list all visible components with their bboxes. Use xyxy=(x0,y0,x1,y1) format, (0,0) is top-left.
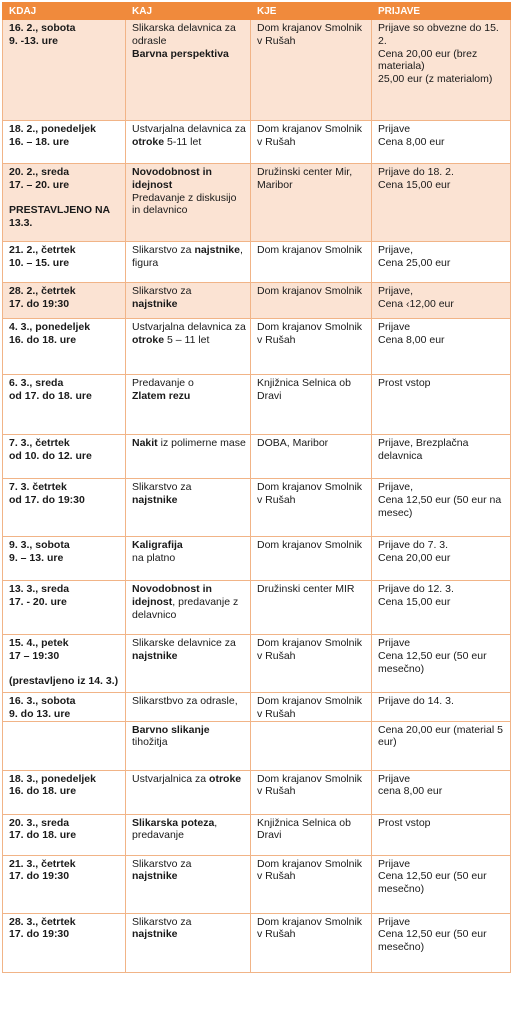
cell-kje xyxy=(251,635,372,693)
cell-kaj xyxy=(126,375,251,435)
cell-line: 16. 2., sobota xyxy=(9,22,76,34)
cell-text: najstnike xyxy=(132,870,178,883)
cell-line: v Rušah xyxy=(257,649,296,662)
cell-line: 7. 3. četrtek xyxy=(9,481,67,493)
table-row xyxy=(3,770,511,814)
cell-line: Prijave xyxy=(378,637,411,649)
cell-text: najstnike xyxy=(132,649,178,662)
table-row xyxy=(3,479,511,537)
cell-line: Prijave, xyxy=(378,285,414,297)
cell-prijave xyxy=(372,283,511,319)
cell-line: Dom krajanov Smolnik xyxy=(257,123,363,135)
cell-kje xyxy=(251,242,372,283)
cell-text: Slikarske delavnice za xyxy=(132,637,236,649)
cell-line: Prijave do 18. 2. xyxy=(378,166,454,178)
cell-line: Cena 8,00 eur xyxy=(378,333,445,346)
cell-line: 18. 3., ponedeljek xyxy=(9,772,96,785)
cell-line: Prijave, Brezplačna delavnica xyxy=(378,437,469,462)
cell-text: Nakit xyxy=(132,437,158,449)
cell-prijave xyxy=(372,537,511,581)
cell-kaj xyxy=(126,121,251,164)
table-row xyxy=(3,814,511,855)
cell-line: 10. – 15. ure xyxy=(9,256,70,269)
cell-text: Zlatem rezu xyxy=(132,389,191,402)
cell-line: v Rušah xyxy=(257,333,296,346)
cell-kdaj xyxy=(3,283,126,319)
cell-kdaj xyxy=(3,721,126,770)
cell-text: na platno xyxy=(132,551,176,564)
cell-line: Prijave xyxy=(378,321,411,333)
cell-line: Dom krajanov Smolnik xyxy=(257,244,363,256)
cell-line: 20. 3., sreda xyxy=(9,816,70,829)
cell-line: 9. 3., sobota xyxy=(9,539,70,551)
cell-kdaj xyxy=(3,537,126,581)
cell-line: Dom krajanov Smolnik xyxy=(257,285,363,297)
header-row xyxy=(3,3,511,20)
cell-kaj xyxy=(126,814,251,855)
cell-line: PRESTAVLJENO NA 13.3. xyxy=(9,204,110,230)
cell-line: v Rušah xyxy=(257,785,296,798)
cell-prijave xyxy=(372,375,511,435)
cell-line: 7. 3., četrtek xyxy=(9,437,70,449)
cell-line: Dom krajanov Smolnik xyxy=(257,695,363,707)
cell-line: Prijave xyxy=(378,123,411,135)
cell-kaj xyxy=(126,479,251,537)
table-row xyxy=(3,242,511,283)
cell-kje xyxy=(251,537,372,581)
cell-line: Dom krajanov Smolnik xyxy=(257,637,363,649)
cell-line: 9. do 13. ure xyxy=(9,707,71,720)
cell-line: v Rušah xyxy=(257,870,296,883)
cell-line: 25,00 eur (z materialom) xyxy=(378,73,493,86)
table-row xyxy=(3,375,511,435)
header-kje: KJE xyxy=(251,3,372,20)
cell-line: Prijave do 7. 3. xyxy=(378,539,449,551)
cell-prijave xyxy=(372,242,511,283)
cell-text: otroke xyxy=(132,333,165,346)
cell-kaj xyxy=(126,319,251,375)
cell-line: v Rušah xyxy=(257,928,296,941)
cell-line: v Rušah xyxy=(257,707,296,720)
cell-text: 5 – 11 let xyxy=(164,333,210,346)
cell-line: 28. 3., četrtek xyxy=(9,915,76,928)
cell-line xyxy=(9,192,121,205)
cell-prijave xyxy=(372,164,511,242)
schedule-body xyxy=(3,20,511,973)
cell-line: 16. do 18. ure xyxy=(9,333,77,346)
cell-prijave xyxy=(372,121,511,164)
cell-line: 17. do 19:30 xyxy=(9,928,70,941)
cell-line: v Rušah xyxy=(257,135,296,148)
cell-line: cena 8,00 eur xyxy=(378,785,443,798)
cell-kje xyxy=(251,479,372,537)
cell-line: Dom krajanov Smolnik xyxy=(257,539,363,551)
cell-prijave xyxy=(372,721,511,770)
cell-kdaj xyxy=(3,479,126,537)
cell-text: Slikarstvo za xyxy=(132,857,192,870)
cell-prijave xyxy=(372,635,511,693)
schedule-table xyxy=(2,2,511,973)
cell-line: Cena 15,00 eur xyxy=(378,595,451,608)
cell-line: 15. 4., petek xyxy=(9,637,69,649)
cell-line: v Rušah xyxy=(257,493,296,506)
cell-kdaj xyxy=(3,20,126,121)
cell-kaj xyxy=(126,770,251,814)
cell-line: Prijave do 14. 3. xyxy=(378,695,454,707)
cell-line: Prijave xyxy=(378,772,411,785)
cell-line: Cena 15,00 eur xyxy=(378,178,451,191)
cell-line: 16. – 18. ure xyxy=(9,135,70,148)
cell-kje xyxy=(251,375,372,435)
cell-line: 21. 2., četrtek xyxy=(9,244,76,256)
cell-line: 17. do 19:30 xyxy=(9,297,70,310)
cell-text: Slikarska delavnica za odrasle xyxy=(132,22,236,47)
table-row xyxy=(3,435,511,479)
cell-prijave xyxy=(372,855,511,913)
cell-line: od 17. do 19:30 xyxy=(9,493,85,506)
cell-text: Predavanje z diskusijo in delavnico xyxy=(132,191,237,217)
cell-text: , predavanje xyxy=(132,816,218,842)
cell-text: 5-11 let xyxy=(164,135,202,148)
table-row xyxy=(3,635,511,693)
cell-prijave xyxy=(372,319,511,375)
table-row xyxy=(3,164,511,242)
cell-line: 17. - 20. ure xyxy=(9,595,67,608)
cell-kaj xyxy=(126,242,251,283)
header-kaj: KAJ xyxy=(126,3,251,20)
cell-line: 9. – 13. ure xyxy=(9,551,64,564)
cell-text: Novodobnost in idejnost xyxy=(132,583,212,608)
cell-text: Kaligrafija xyxy=(132,539,183,551)
cell-line: 17. do 18. ure xyxy=(9,829,77,842)
cell-kje xyxy=(251,581,372,635)
cell-line: Cena 12,50 eur (50 eur mesečno) xyxy=(378,649,487,675)
cell-line: Cena 25,00 eur xyxy=(378,256,451,269)
cell-kaj xyxy=(126,435,251,479)
table-row xyxy=(3,581,511,635)
cell-text: Ustvarjalna delavnica za xyxy=(132,123,246,135)
cell-text: iz polimerne mase xyxy=(157,437,246,449)
cell-line: Knjižnica Selnica ob Dravi xyxy=(257,377,351,402)
cell-kje xyxy=(251,770,372,814)
cell-line: Dom krajanov Smolnik xyxy=(257,857,363,870)
cell-kaj xyxy=(126,20,251,121)
cell-line: Knjižnica Selnica ob Dravi xyxy=(257,816,351,842)
cell-line: 17 – 19:30 xyxy=(9,649,60,662)
cell-text: Novodobnost in idejnost xyxy=(132,166,212,191)
cell-line: Prijave, xyxy=(378,481,414,493)
cell-kaj xyxy=(126,164,251,242)
cell-text: Barvno slikanje xyxy=(132,723,210,736)
cell-line: Prijave so obvezne do 15. 2. xyxy=(378,22,499,47)
cell-line: 16. 3., sobota xyxy=(9,695,76,707)
cell-line: 9. -13. ure xyxy=(9,34,59,47)
cell-line: Prost vstop xyxy=(378,816,431,829)
table-row xyxy=(3,20,511,121)
cell-kdaj xyxy=(3,164,126,242)
cell-text: Slikarska poteza xyxy=(132,816,215,829)
cell-line: 21. 3., četrtek xyxy=(9,857,76,870)
cell-kdaj xyxy=(3,635,126,693)
cell-prijave xyxy=(372,913,511,972)
cell-prijave xyxy=(372,770,511,814)
cell-line: Prijave, xyxy=(378,244,414,256)
cell-line: Cena 20,00 eur (material 5 eur) xyxy=(378,723,503,749)
cell-line: Dom krajanov Smolnik xyxy=(257,321,363,333)
cell-kaj xyxy=(126,693,251,722)
table-row xyxy=(3,693,511,722)
cell-line: Cena ‹12,00 eur xyxy=(378,297,454,310)
cell-line: Dom krajanov Smolnik xyxy=(257,22,363,34)
cell-text: najstnike xyxy=(132,928,178,941)
cell-kdaj xyxy=(3,121,126,164)
header-prijave: PRIJAVE xyxy=(372,3,511,20)
cell-line: Dom krajanov Smolnik xyxy=(257,915,363,928)
cell-line: Prijave xyxy=(378,857,411,870)
cell-kje xyxy=(251,693,372,722)
table-row xyxy=(3,721,511,770)
cell-kdaj xyxy=(3,693,126,722)
cell-line: Prijave xyxy=(378,915,411,928)
cell-line: od 10. do 12. ure xyxy=(9,449,92,462)
cell-kaj xyxy=(126,537,251,581)
cell-kdaj xyxy=(3,855,126,913)
cell-text: Barvna perspektiva xyxy=(132,47,229,60)
cell-kaj xyxy=(126,283,251,319)
cell-line: 13. 3., sreda xyxy=(9,583,70,595)
cell-text: Slikarstbvo za odrasle, xyxy=(132,695,238,707)
cell-line: 17. do 19:30 xyxy=(9,870,70,883)
cell-kje xyxy=(251,855,372,913)
cell-line: Cena 20,00 eur xyxy=(378,551,451,564)
table-row xyxy=(3,855,511,913)
cell-line: DOBA, Maribor xyxy=(257,437,329,449)
cell-text: najstnike xyxy=(194,244,240,256)
cell-kaj xyxy=(126,635,251,693)
cell-line xyxy=(9,663,121,676)
cell-prijave xyxy=(372,435,511,479)
cell-line: Cena 20,00 eur (brez materiala) xyxy=(378,47,478,73)
cell-text: Predavanje o xyxy=(132,377,194,389)
cell-kje xyxy=(251,121,372,164)
cell-line: 4. 3., ponedeljek xyxy=(9,321,91,333)
cell-text: otroke xyxy=(132,135,165,148)
cell-prijave xyxy=(372,814,511,855)
cell-text: , predavanje z delavnico xyxy=(132,595,239,621)
cell-kdaj xyxy=(3,435,126,479)
cell-line: 6. 3., sreda xyxy=(9,377,64,389)
cell-kaj xyxy=(126,721,251,770)
cell-line: 28. 2., četrtek xyxy=(9,285,76,297)
table-row xyxy=(3,319,511,375)
cell-kje xyxy=(251,283,372,319)
table-row xyxy=(3,537,511,581)
cell-kaj xyxy=(126,855,251,913)
cell-line: Dom krajanov Smolnik xyxy=(257,481,363,493)
cell-kdaj xyxy=(3,319,126,375)
cell-prijave xyxy=(372,693,511,722)
table-row xyxy=(3,283,511,319)
cell-line: 18. 2., ponedeljek xyxy=(9,123,96,135)
cell-line: 20. 2., sreda xyxy=(9,166,70,178)
cell-kje xyxy=(251,319,372,375)
cell-kje xyxy=(251,164,372,242)
cell-line: Cena 12,50 eur (50 eur mesečno) xyxy=(378,928,487,954)
cell-text: otroke xyxy=(209,772,242,785)
cell-kje xyxy=(251,814,372,855)
cell-text: Ustvarjalnica za xyxy=(132,772,210,785)
cell-line: 16. do 18. ure xyxy=(9,785,77,798)
cell-prijave xyxy=(372,20,511,121)
cell-kdaj xyxy=(3,581,126,635)
cell-text: Slikarstvo za xyxy=(132,481,192,493)
cell-kdaj xyxy=(3,770,126,814)
cell-line: Družinski center MIR xyxy=(257,583,355,595)
cell-kdaj xyxy=(3,242,126,283)
cell-line: Cena 8,00 eur xyxy=(378,135,445,148)
cell-line: Cena 12,50 eur (50 eur na mesec) xyxy=(378,493,502,519)
cell-text: najstnike xyxy=(132,297,178,310)
cell-line: Dom krajanov Smolnik xyxy=(257,772,363,785)
cell-kje xyxy=(251,913,372,972)
cell-line: Maribor xyxy=(257,178,293,191)
cell-kaj xyxy=(126,913,251,972)
cell-line: Prijave do 12. 3. xyxy=(378,583,454,595)
cell-text: Ustvarjalna delavnica za xyxy=(132,321,246,333)
cell-line: od 17. do 18. ure xyxy=(9,389,92,402)
cell-line: Prost vstop xyxy=(378,377,431,389)
cell-text: Slikarstvo za xyxy=(132,915,192,928)
cell-kaj xyxy=(126,581,251,635)
cell-line: v Rušah xyxy=(257,34,296,47)
cell-kdaj xyxy=(3,814,126,855)
cell-line: (prestavljeno iz 14. 3.) xyxy=(9,675,119,688)
cell-kje xyxy=(251,721,372,770)
cell-prijave xyxy=(372,479,511,537)
cell-line: 17. – 20. ure xyxy=(9,178,70,191)
cell-text: , figura xyxy=(132,244,243,269)
cell-text: najstnike xyxy=(132,493,178,506)
cell-line: Cena 12,50 eur (50 eur mesečno) xyxy=(378,870,487,896)
cell-text: Slikarstvo za xyxy=(132,244,195,256)
cell-kdaj xyxy=(3,375,126,435)
cell-text: tihožitja xyxy=(132,736,168,749)
cell-kje xyxy=(251,20,372,121)
cell-kje xyxy=(251,435,372,479)
cell-prijave xyxy=(372,581,511,635)
header-kdaj: KDAJ xyxy=(3,3,126,20)
cell-text: Slikarstvo za xyxy=(132,285,192,297)
cell-kdaj xyxy=(3,913,126,972)
cell-line: Družinski center Mir, xyxy=(257,166,353,178)
table-row xyxy=(3,913,511,972)
table-row xyxy=(3,121,511,164)
